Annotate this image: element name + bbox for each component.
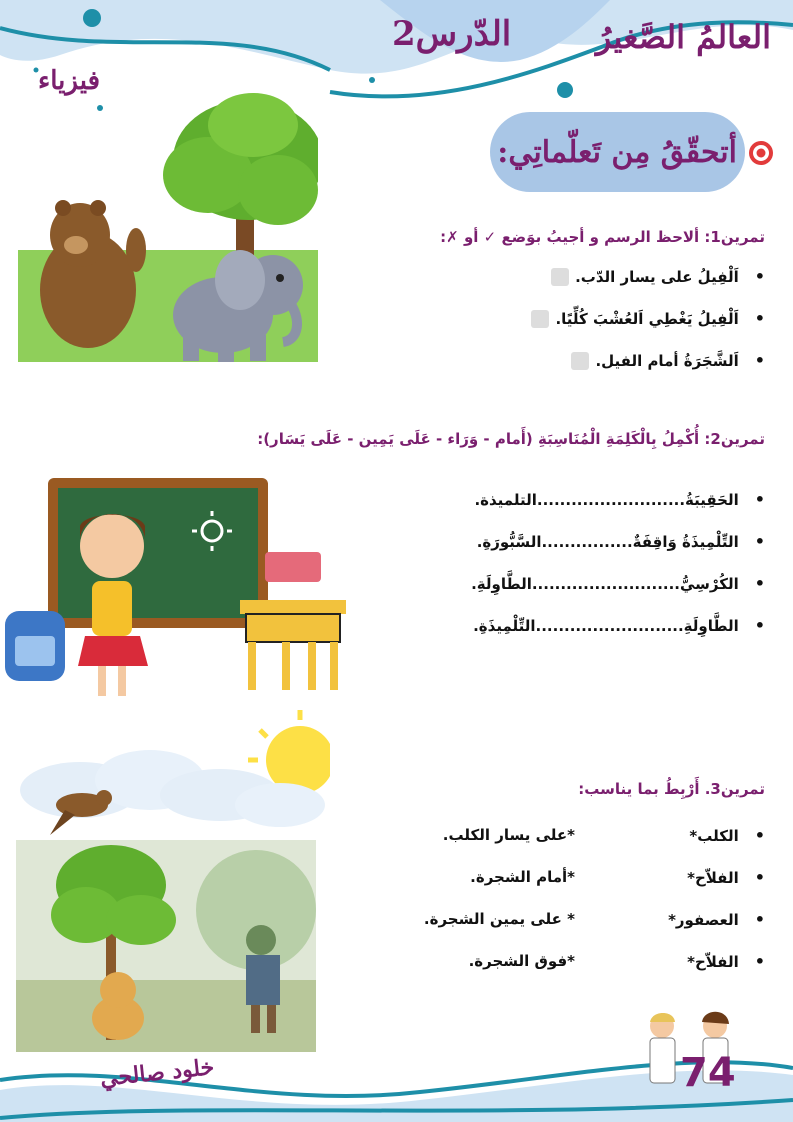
lesson-label: الدّرس2 <box>392 14 512 54</box>
target-icon <box>748 140 774 166</box>
bullet-icon: • <box>754 309 765 328</box>
exercise2-item-text[interactable]: التِّلْمِيذَةُ وَاقِفَةٌ................السَّبُّورَةِ. <box>476 532 739 551</box>
answer-checkbox[interactable] <box>531 310 549 328</box>
exercise1-item <box>571 351 765 370</box>
exercise2-item-text[interactable]: الطَّاوِلَةِ..........................التِّلْمِيذَةِ. <box>473 616 739 635</box>
bullet-icon: • <box>754 910 765 929</box>
exercise1-item <box>551 267 765 286</box>
exercise2-item-text[interactable]: الكُرْسِيُّ..........................الطَّاوِلَةِ. <box>471 574 739 593</box>
subject-label: فيزياء <box>38 66 101 96</box>
bullet-icon: • <box>754 868 765 887</box>
bear-elephant-tree-illustration <box>18 80 318 362</box>
exercise2-item <box>473 616 765 635</box>
exercise2-item <box>471 574 765 593</box>
exercise1-item <box>531 309 765 328</box>
section-banner <box>490 112 745 192</box>
match-left-text[interactable]: الفلاّح* <box>687 952 739 971</box>
header-title: العالمُ الصَّغيرُ <box>595 18 771 56</box>
banner-title: أتحقّقُ مِن تَعلّماتِي: <box>497 134 737 170</box>
bullet-icon: • <box>754 490 765 509</box>
page-number: 74 <box>680 1050 736 1096</box>
bullet-icon: • <box>754 532 765 551</box>
match-left-item <box>668 910 765 929</box>
bullet-icon: • <box>754 952 765 971</box>
answer-checkbox[interactable] <box>571 352 589 370</box>
exercise3-title: تمرين3. أَرْبِطُ بما يناسب: <box>578 780 765 798</box>
match-left-item <box>687 868 765 887</box>
exercise1-title: تمرين1: ألاحظ الرسم و أجيبُ بوَضع ✓ أو ✗: <box>440 228 765 246</box>
match-right-text[interactable]: * على يمين الشجرة. <box>423 910 575 928</box>
exercise1-item-text: اَلشَّجَرَةُ أمام الفيل. <box>595 351 739 370</box>
sky-clouds-sun-illustration <box>20 710 330 840</box>
match-left-text[interactable]: الفلاّح* <box>687 868 739 887</box>
exercise2-title: تمرين2: أُكْمِلُ بِالْكَلِمَةِ الْمُنَاسِبَةِ (أَمام - وَرَاء - عَلَى يَمِين - عَلَى يَسَار): <box>257 430 765 448</box>
bullet-icon: • <box>754 574 765 593</box>
exercise2-item <box>474 490 765 509</box>
exercise2-item-text[interactable]: الحَقِيبَةُ..........................التلميذة. <box>474 490 739 509</box>
farm-scene-illustration <box>16 840 316 1052</box>
exercise1-item-text: اَلْفِيلُ يَغْطِي اَلعُشْبَ كُلِّيًا. <box>555 309 739 328</box>
match-right-text[interactable]: *فوق الشجرة. <box>468 952 575 970</box>
match-right-text[interactable]: *أمام الشجرة. <box>470 868 575 886</box>
classroom-illustration <box>0 476 360 706</box>
exercise1-item-text: اَلْفِيلُ على يسار الدّب. <box>575 267 739 286</box>
author-name: خلود صالحي <box>98 1054 216 1092</box>
exercise2-item <box>477 532 765 551</box>
bullet-icon: • <box>754 616 765 635</box>
match-left-text[interactable]: العصفور* <box>668 910 739 929</box>
bullet-icon: • <box>754 267 765 286</box>
bullet-icon: • <box>754 351 765 370</box>
answer-checkbox[interactable] <box>551 268 569 286</box>
match-right-text[interactable]: *على يسار الكلب. <box>442 826 575 844</box>
match-left-text[interactable]: الكلب* <box>689 826 739 845</box>
match-left-item <box>689 826 765 845</box>
match-left-item <box>687 952 765 971</box>
bullet-icon: • <box>754 826 765 845</box>
